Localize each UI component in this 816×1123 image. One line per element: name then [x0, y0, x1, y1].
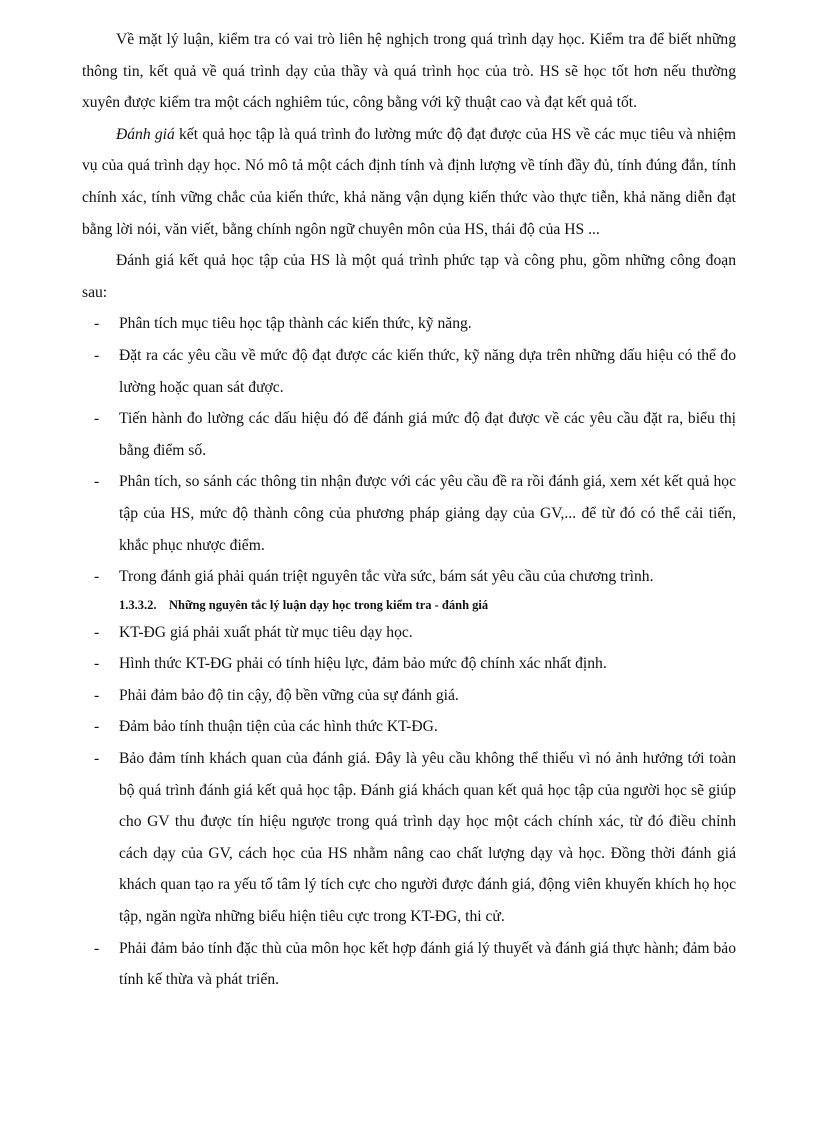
list-item-text: Phải đảm bảo tính đặc thù của môn học kết hợp đánh giá lý thuyết và đánh giá thực hành; đảm bảo tính kế thừa và phát triển. — [119, 939, 736, 989]
list-item — [82, 617, 736, 649]
list-item-text: Đặt ra các yêu cầu về mức độ đạt được các kiến thức, kỹ năng dựa trên những dấu hiệu có thể đo lường hoặc quan sát được. — [119, 346, 736, 396]
list-principles — [82, 617, 736, 996]
dash-bullet: - — [94, 473, 100, 491]
dash-bullet: - — [94, 410, 100, 428]
list-item — [82, 680, 736, 712]
paragraph-assessment-process: Đánh giá kết quả học tập của HS là một quá trình phức tạp và công phu, gồm những công đoạn sau: — [82, 252, 736, 301]
list-item — [82, 933, 736, 996]
list-item — [82, 561, 736, 593]
term-danh-gia: Đánh giá — [116, 125, 175, 143]
list-item-text: Trong đánh giá phải quán triệt nguyên tắc vừa sức, bám sát yêu cầu của chương trình. — [119, 568, 654, 586]
section-number: 1.3.3.2. — [119, 597, 157, 612]
section-heading — [82, 593, 736, 617]
section-title: Những nguyên tắc lý luận dạy học trong kiểm tra - đánh giá — [169, 597, 489, 612]
list-item — [82, 648, 736, 680]
dash-bullet: - — [94, 315, 100, 333]
dash-bullet: - — [94, 346, 100, 364]
list-item-text: Phân tích mục tiêu học tập thành các kiến thức, kỹ năng. — [119, 315, 472, 333]
list-item-text: Tiến hành đo lường các dấu hiệu đó để đánh giá mức độ đạt được về các yêu cầu đặt ra, biểu thị bằng điểm số. — [119, 410, 736, 459]
list-item — [82, 466, 736, 561]
dash-bullet: - — [94, 568, 100, 586]
dash-bullet: - — [94, 655, 100, 673]
dash-bullet: - — [94, 750, 100, 768]
list-item — [82, 711, 736, 743]
dash-bullet: - — [94, 939, 100, 957]
list-item — [82, 308, 736, 340]
list-item-text: Phân tích, so sánh các thông tin nhận được với các yêu cầu đề ra rồi đánh giá, xem xét kết quả học tập của HS, mức độ thành công của phương pháp giảng dạy của GV,... để từ đó có thể cải tiến, khắc phục nhược điểm. — [119, 473, 736, 554]
dash-bullet: - — [94, 718, 100, 736]
document-page — [82, 24, 736, 996]
dash-bullet: - — [94, 686, 100, 704]
list-item-text: Hình thức KT-ĐG phải có tính hiệu lực, đảm bảo mức độ chính xác nhất định. — [119, 655, 607, 673]
paragraph-assessment-definition-text: kết quả học tập là quá trình đo lường mức độ đạt được của HS về các mục tiêu và nhiệm vụ của quá trình dạy học. Nó mô tả một cách định tính và định lượng về tính đầy đủ, tính đúng đắn, tính chính xác, tính vững chắc của kiến thức, khả năng vận dụng kiến thức vào thực tiễn, khả năng diễn đạt bằng lời nói, văn viết, bằng chính ngôn ngữ chuyên môn của HS, thái độ của HS ... — [82, 125, 736, 238]
paragraph-theory: Về mặt lý luận, kiểm tra có vai trò liên hệ nghịch trong quá trình dạy học. Kiểm tra để biết những thông tin, kết quả về quá trình dạy của thầy và quá trình học của trò. HS sẽ học tốt hơn nếu thường xuyên được kiểm tra một cách nghiêm túc, công bằng với kỹ thuật cao và đạt kết quả tốt. — [82, 31, 736, 112]
list-item — [82, 340, 736, 403]
dash-bullet: - — [94, 623, 100, 641]
list-item-text: Đảm bảo tính thuận tiện của các hình thức KT-ĐG. — [119, 718, 438, 736]
list-assessment-steps — [82, 308, 736, 592]
list-item-text: Phải đảm bảo độ tin cậy, độ bền vững của sự đánh giá. — [119, 686, 459, 704]
list-item-text: KT-ĐG giá phải xuất phát từ mục tiêu dạy học. — [119, 623, 413, 641]
paragraph-assessment-definition — [82, 119, 736, 245]
list-item — [82, 403, 736, 466]
list-item-text: Bảo đảm tính khách quan của đánh giá. Đây là yêu cầu không thể thiếu vì nó ảnh hưởng tới toàn bộ quá trình đánh giá kết quả học tập. Đánh giá khách quan kết quả học tập của người học sẽ giúp cho GV thu được tín hiệu ngược trong quá trình dạy học một cách chính xác, từ đó điều chỉnh cách dạy của GV, cách học của HS nhằm nâng cao chất lượng dạy và học. Đồng thời đánh giá khách quan tạo ra yếu tố tâm lý tích cực cho người được đánh giá, động viên khuyến khích họ học tập, ngăn ngừa những biểu hiện tiêu cực trong KT-ĐG, thi cử. — [119, 750, 736, 926]
list-item — [82, 743, 736, 933]
